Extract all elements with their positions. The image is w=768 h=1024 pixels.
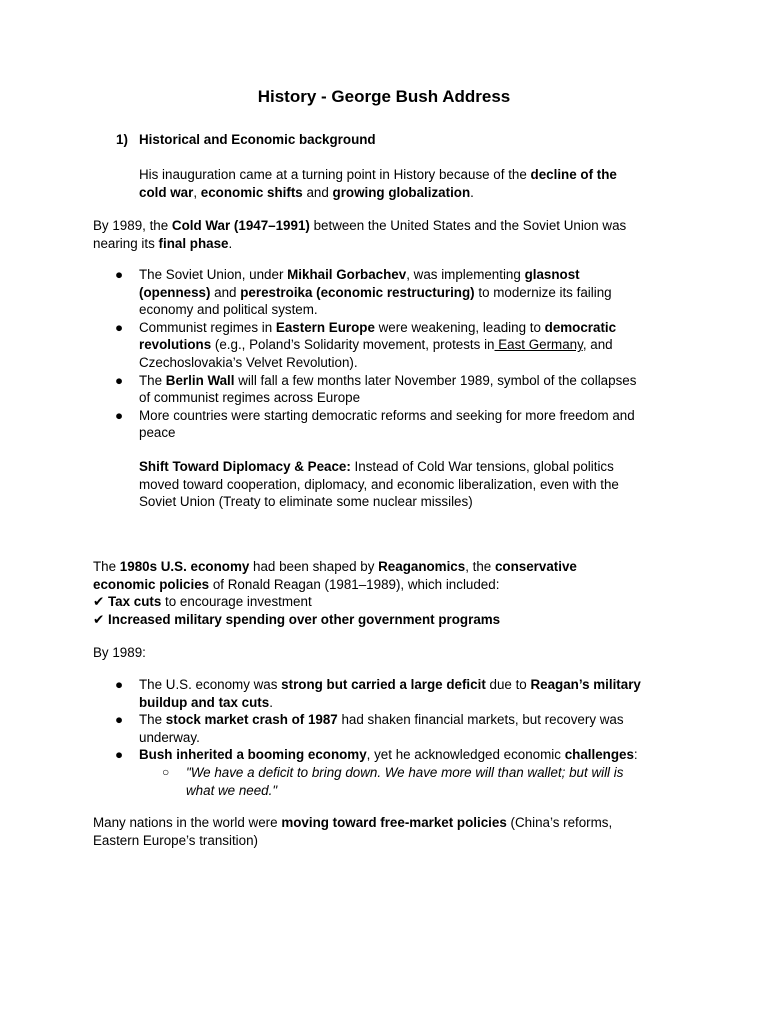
section-heading-text: Historical and Economic background: [139, 132, 376, 147]
bullet-icon: ●: [115, 319, 124, 335]
shift-paragraph: [139, 458, 699, 511]
underlined-link[interactable]: East Germany: [494, 337, 583, 353]
section-heading: [116, 131, 376, 149]
text: were weakening, leading to: [374, 319, 545, 335]
text: , yet he acknowledged economic: [366, 747, 565, 763]
text: and: [210, 284, 241, 300]
text: .: [470, 184, 474, 200]
bold-text: buildup and tax cuts: [139, 694, 270, 710]
text: Instead of Cold War tensions, global politics: [350, 459, 614, 474]
text: (China’s reforms,: [506, 815, 613, 830]
text: .: [269, 694, 273, 710]
bold-text: challenges: [564, 747, 634, 763]
text: Communist regimes in: [139, 319, 276, 335]
text: The: [93, 559, 120, 574]
text: ,: [193, 184, 201, 200]
bold-text: Reagan’s military: [530, 677, 641, 692]
bold-text: Shift Toward Diplomacy & Peace:: [139, 459, 351, 474]
bold-text: Bush inherited a booming economy: [139, 747, 367, 763]
text: underway.: [139, 729, 200, 745]
text: Soviet Union (Treaty to eliminate some nuclear missiles): [139, 494, 473, 510]
bold-text: cold war: [139, 184, 194, 200]
text: to encourage investment: [161, 594, 312, 610]
bold-text: 1980s U.S. economy: [119, 559, 250, 574]
list-item: [115, 711, 699, 746]
page-title: History - George Bush Address: [257, 87, 511, 106]
bold-text: Increased military spending over other government programs: [107, 611, 501, 627]
text: .: [228, 235, 233, 251]
bullet-icon: ●: [115, 677, 124, 692]
bold-text: moving toward free-market policies: [281, 815, 507, 830]
bullet-icon: ●: [115, 407, 124, 423]
text: By 1989, the: [93, 218, 172, 233]
intro-paragraph: [139, 166, 699, 201]
economy-paragraph: [93, 558, 693, 628]
text: due to: [485, 677, 531, 692]
closing-paragraph: [93, 814, 693, 849]
text: The: [139, 712, 166, 728]
text: peace: [139, 425, 176, 441]
checkmark-icon: ✔: [93, 594, 105, 610]
bold-text: growing globalization: [332, 184, 471, 200]
bold-text: strong but carried a large deficit: [281, 677, 486, 692]
bold-text: conservative: [494, 559, 577, 574]
text: :: [633, 747, 638, 763]
bullet-list-economy: [115, 676, 699, 799]
text: of Ronald Reagan (1981–1989), which included:: [209, 576, 500, 592]
text: between the United States and the Soviet Union was: [309, 218, 627, 233]
bullet-icon: ●: [115, 747, 124, 763]
bold-text: Tax cuts: [107, 594, 162, 610]
list-item: [115, 319, 699, 372]
bold-text: revolutions: [139, 337, 212, 353]
bold-text: decline of the: [530, 167, 617, 182]
text: of communist regimes across Europe: [139, 390, 361, 406]
bold-text: glasnost: [524, 267, 580, 282]
bold-text: Reaganomics: [378, 559, 466, 574]
text: , was implementing: [406, 267, 525, 282]
bullet-icon: ●: [115, 712, 124, 728]
text: , the: [465, 559, 495, 574]
section-number: 1): [116, 132, 128, 147]
text: , and: [582, 337, 613, 353]
text: to modernize its failing: [474, 284, 612, 300]
list-item: [115, 746, 699, 799]
quote-text: "We have a deficit to bring down. We have more will than wallet; but will is: [186, 764, 624, 780]
bold-text: (openness): [139, 284, 211, 300]
text: Czechoslovakia’s Velvet Revolution).: [139, 354, 358, 370]
checkmark-icon: ✔: [93, 611, 105, 627]
bold-text: Berlin Wall: [165, 372, 235, 388]
list-item: [115, 407, 699, 442]
bold-text: Mikhail Gorbachev: [287, 267, 407, 282]
bullet-icon: ●: [115, 267, 124, 282]
text: economy and political system.: [139, 302, 318, 318]
text: Eastern Europe’s transition): [93, 832, 258, 848]
text: The: [139, 372, 166, 388]
bold-text: democratic: [544, 319, 617, 335]
text: nearing its: [93, 235, 159, 251]
text: His inauguration came at a turning point in History because of the: [139, 167, 531, 182]
sub-list-item: [162, 764, 699, 799]
bullet-list-coldwar: [115, 266, 699, 442]
bold-text: stock market crash of 1987: [165, 712, 338, 728]
hollow-bullet-icon: ○: [162, 764, 170, 779]
text: and: [302, 184, 333, 200]
text: Many nations in the world were: [93, 815, 282, 830]
bold-text: final phase: [158, 235, 229, 251]
bold-text: economic shifts: [200, 184, 303, 200]
bold-text: economic policies: [93, 576, 210, 592]
list-item: [115, 372, 699, 407]
text: The Soviet Union, under: [139, 267, 288, 282]
text: (e.g., Poland’s Solidarity movement, protests in: [211, 337, 495, 353]
bold-text: Eastern Europe: [275, 319, 375, 335]
bold-text: Cold War (1947–1991): [171, 218, 310, 233]
text: had been shaped by: [249, 559, 379, 574]
list-item: [115, 676, 699, 711]
text: moved toward cooperation, diplomacy, and economic liberalization, even with the: [139, 476, 619, 492]
text: The U.S. economy was: [139, 677, 282, 692]
list-item: [115, 266, 699, 319]
text: More countries were starting democratic reforms and seeking for more freedom and: [139, 407, 635, 423]
quote-text: what we need.": [186, 782, 278, 798]
bold-text: perestroika (economic restructuring): [240, 284, 475, 300]
by1989-label: By 1989:: [93, 645, 146, 660]
bullet-icon: ●: [115, 372, 124, 388]
text: will fall a few months later November 1989, symbol of the collapses: [234, 372, 637, 388]
text: had shaken financial markets, but recovery was: [337, 712, 624, 728]
coldwar-paragraph: [93, 217, 693, 252]
